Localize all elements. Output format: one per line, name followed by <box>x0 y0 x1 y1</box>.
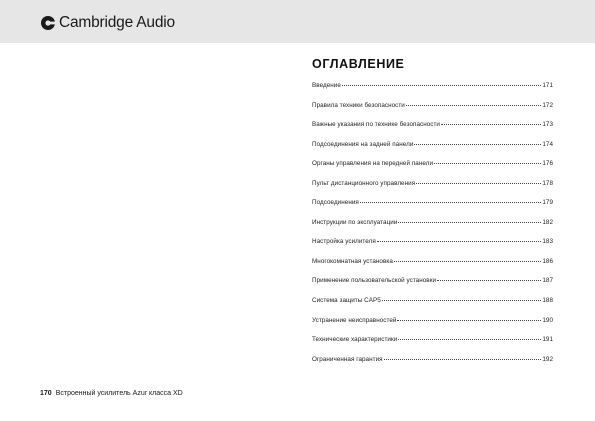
toc-item-label: Подсоединения на задней панели <box>312 140 414 148</box>
toc-dot-leader <box>394 261 541 262</box>
toc-item-label: Органы управления на передней панели <box>312 160 434 168</box>
cambridge-audio-logo-icon <box>41 16 55 30</box>
brand-name: Cambridge Audio <box>59 14 175 31</box>
toc-item-label: Подсоединения <box>312 199 359 207</box>
toc-item[interactable] <box>312 356 553 376</box>
toc-item-page: 171 <box>542 82 553 89</box>
footer-product-title: Встроенный усилитель Azur класса XD <box>55 390 183 397</box>
toc-item-page: 192 <box>542 355 553 363</box>
toc-item-label: Важные указания по технике безопасности <box>312 121 441 129</box>
toc-item[interactable] <box>312 121 553 141</box>
toc-dot-leader <box>360 202 541 203</box>
page-number: 170 <box>40 390 52 397</box>
toc-item-page: 187 <box>542 277 553 285</box>
page-footer <box>40 389 183 399</box>
toc-item-label: Ограниченная гарантия <box>312 355 383 363</box>
toc-dot-leader <box>416 183 541 184</box>
toc-item[interactable] <box>312 297 553 317</box>
toc-dot-leader <box>414 144 541 145</box>
toc-item-label: Правила техники безопасности <box>312 101 405 109</box>
toc-item-label: Введение <box>312 82 341 89</box>
toc-item[interactable] <box>312 277 553 297</box>
toc-item[interactable] <box>312 199 553 219</box>
toc-item-label: Настройка усилителя <box>312 238 376 246</box>
toc-item-label: Применение пользовательской установки <box>312 277 437 285</box>
toc-item[interactable] <box>312 336 553 356</box>
toc-dot-leader <box>398 339 541 340</box>
toc-item[interactable] <box>312 180 553 200</box>
toc-item-label: Многокомнатная установка <box>312 257 393 265</box>
toc-item-label: Пульт дистанционного управления <box>312 179 416 187</box>
toc-dot-leader <box>441 124 541 125</box>
toc-item[interactable] <box>312 258 553 278</box>
toc-title: ОГЛАВЛЕНИЕ <box>312 57 405 71</box>
toc-item-page: 176 <box>542 160 553 168</box>
brand-logo <box>41 13 175 33</box>
toc-item-label: Система защиты CAP5 <box>312 297 381 305</box>
toc-item[interactable] <box>312 219 553 239</box>
toc-item-page: 174 <box>542 140 553 148</box>
toc-item[interactable] <box>312 141 553 161</box>
toc-item[interactable] <box>312 102 553 122</box>
toc-item-page: 183 <box>542 238 553 246</box>
toc-dot-leader <box>437 280 541 281</box>
toc-item-label: Технические характеристики <box>312 336 398 344</box>
toc-item-page: 182 <box>542 218 553 226</box>
toc-item-page: 172 <box>542 101 553 109</box>
toc-dot-leader <box>384 359 542 360</box>
toc-item-label: Устранение неисправностей <box>312 316 397 324</box>
toc-item-page: 178 <box>542 179 553 187</box>
toc-item-page: 190 <box>542 316 553 324</box>
toc-item[interactable] <box>312 82 553 102</box>
toc-dot-leader <box>434 163 541 164</box>
toc-item-page: 191 <box>542 336 553 344</box>
toc-dot-leader <box>342 85 541 86</box>
toc-dot-leader <box>397 320 541 321</box>
toc-item[interactable] <box>312 317 553 337</box>
toc-item-page: 186 <box>542 257 553 265</box>
toc-item-page: 188 <box>542 297 553 305</box>
toc-list <box>312 82 553 375</box>
toc-dot-leader <box>398 222 541 223</box>
toc-item[interactable] <box>312 238 553 258</box>
toc-dot-leader <box>382 300 542 301</box>
toc-item-page: 179 <box>542 199 553 207</box>
toc-item-page: 173 <box>542 121 553 129</box>
header-band <box>0 0 595 43</box>
toc-item-label: Инструкции по эксплуатации <box>312 218 398 226</box>
toc-dot-leader <box>406 105 541 106</box>
toc-dot-leader <box>377 241 542 242</box>
toc-item[interactable] <box>312 160 553 180</box>
